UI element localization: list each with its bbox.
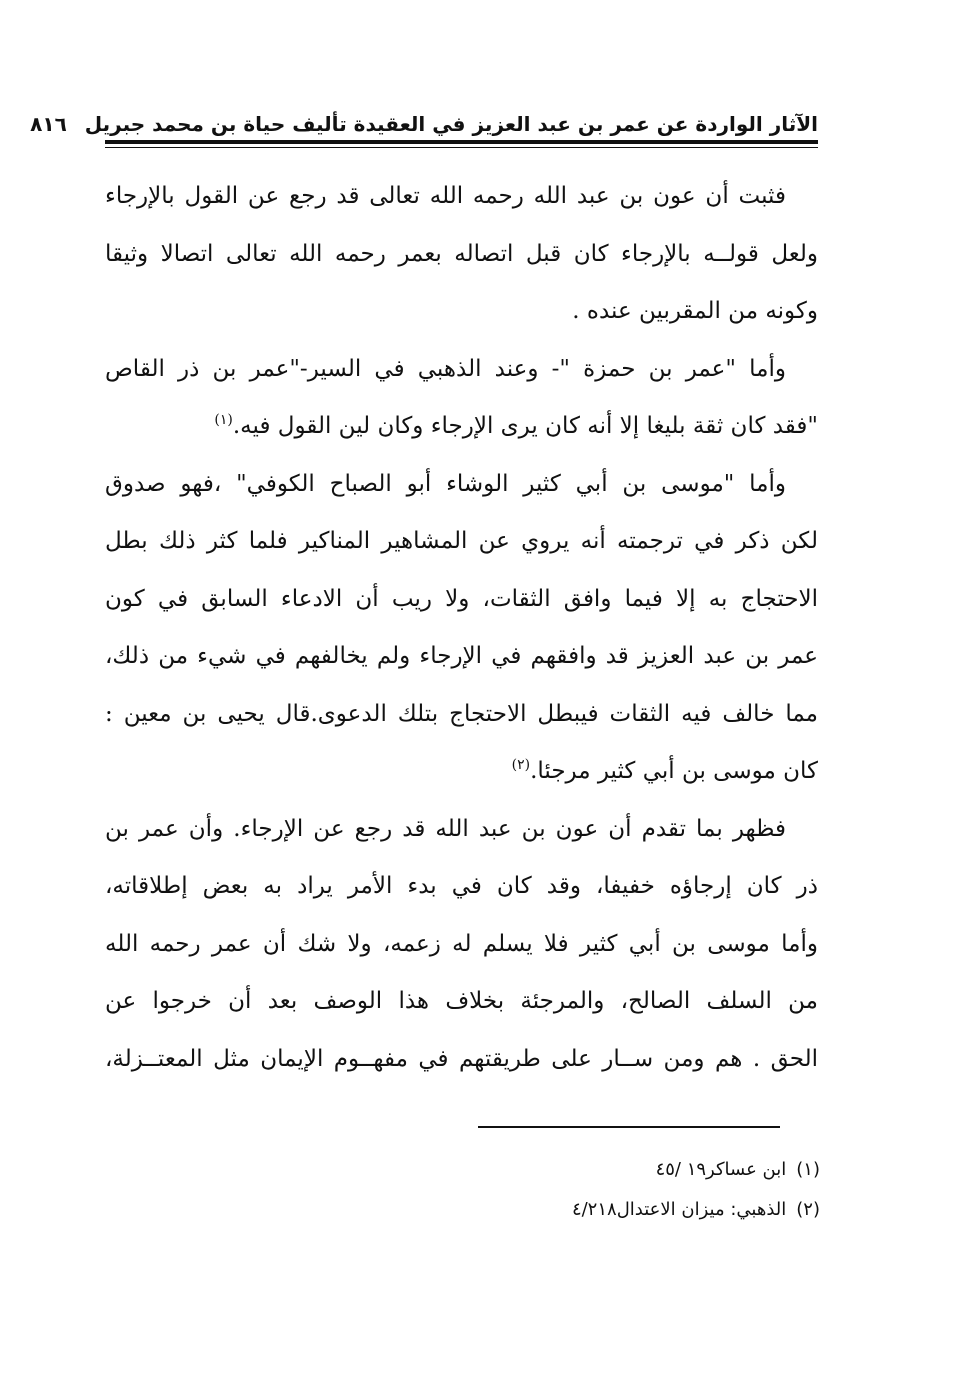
text-line: مما خالف فيه الثقات فيبطل الاحتجاج بتلك الدعوى.قال يحيى بن معين : xyxy=(105,700,818,727)
text-line: وأما موسى بن أبي كثير فلا يسلم له زعمه، ولا شك أن عمر رحمه الله xyxy=(105,930,818,957)
text-line: فثبت أن عون بن عبد الله رحمه الله تعالى قد رجع عن القول بالإرجاء xyxy=(105,183,786,209)
text-line: عمر بن عبد العزيز قد وافقهم في الإرجاء ولم يخالفهم في شيء من ذلك، xyxy=(105,643,818,669)
text-line: لكن ذكر في ترجمته أنه يروي عن المشاهير المناكير فلما كثر ذلك بطل xyxy=(105,528,818,554)
text-line: ذر كان إرجاؤه خفيفا، وقد كان في بدء الأمر يراد به بعض إطلاقاته، xyxy=(105,873,818,899)
text-line: الاحتجاج به إلا فيما وافق الثقات، ولا ريب أن الادعاء السابق في كون xyxy=(105,585,818,612)
text-line: الحق . هم ومن ســار على طريقتهم في مفهــوم الإيمان مثل المعتــزلة، xyxy=(105,1045,818,1072)
text-segment: "فقد كان ثقة بليغا إلا أنه كان يرى الإرجاء وكان لين القول فيه. xyxy=(232,413,818,439)
footnote-1 xyxy=(220,1150,820,1190)
running-header xyxy=(30,100,818,138)
footnote-separator xyxy=(478,1126,780,1128)
footnote-ref-1: (١) xyxy=(214,412,233,428)
body-text xyxy=(105,168,818,1088)
footnote-ref-2: (٢) xyxy=(511,757,531,773)
text-line: ولعل قولــه بالإرجاء كان قبل اتصاله بعمر رحمه الله تعالى اتصالا وثيقا xyxy=(105,240,818,267)
header-rule-thin xyxy=(105,147,818,148)
text-line-with-footnote xyxy=(105,398,818,456)
text-segment: كان موسى بن أبي كثير مرجئا. xyxy=(530,758,818,784)
header-title: الآثار الواردة عن عمر بن عبد العزيز في العقيدة تأليف حياة بن محمد جبريل xyxy=(84,112,818,136)
text-line: من السلف الصالح، والمرجئة بخلاف هذا الوصف بعد أن خرجوا عن xyxy=(105,988,818,1014)
text-line-with-footnote xyxy=(105,743,818,801)
text-line: وكونه من المقربين عنده . xyxy=(572,298,818,324)
page-number: ٨١٦ xyxy=(30,112,67,136)
header-rule-thick xyxy=(105,140,818,144)
footnotes xyxy=(220,1150,820,1230)
text-line: فظهر بما تقدم أن عون بن عبد الله قد رجع عن الإرجاء. وأن عمر بن xyxy=(105,815,786,842)
text-line: وأما "موسى بن أبي كثير الوشاء أبو الصباح الكوفي" ،فهو صدوق xyxy=(105,470,786,497)
text-line: وأما "عمر بن حمزة "- وعند الذهبي في السير-"عمر بن ذر القاص xyxy=(105,355,786,382)
footnote-text: الذهبي: ميزان الاعتدال٤/٢١٨ xyxy=(571,1199,787,1220)
footnote-text: ابن عساكر١٩ /٤٥ xyxy=(655,1159,787,1180)
footnote-number: (١) xyxy=(796,1159,820,1180)
footnote-number: (٢) xyxy=(796,1199,820,1220)
footnote-2 xyxy=(220,1190,820,1230)
